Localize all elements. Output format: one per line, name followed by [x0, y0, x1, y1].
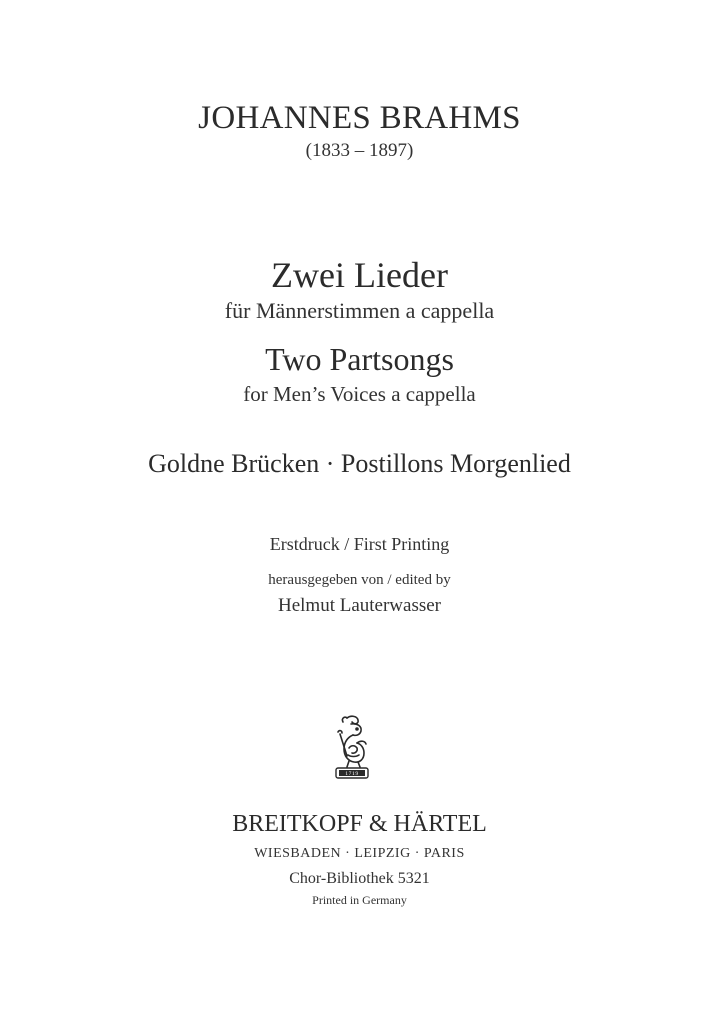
subtitle-english: for Men’s Voices a cappella	[243, 382, 476, 406]
title-german: Zwei Lieder	[271, 255, 448, 295]
series-number: Chor-Bibliothek 5321	[289, 870, 430, 887]
publisher-name: BREITKOPF & HÄRTEL	[232, 811, 487, 837]
logo-year: 1719	[345, 771, 359, 778]
song-titles: Goldne Brücken · Postillons Morgenlied	[148, 449, 571, 478]
composer-name: JOHANNES BRAHMS	[198, 100, 521, 136]
subtitle-german: für Männerstimmen a cappella	[224, 298, 495, 323]
title-english: Two Partsongs	[265, 341, 454, 377]
publisher-cities: WIESBADEN · LEIPZIG · PARIS	[254, 846, 465, 861]
editor-name: Helmut Lauterwasser	[277, 595, 442, 616]
edited-by-label: herausgegeben von / edited by	[268, 572, 451, 588]
composer-dates: (1833 – 1897)	[305, 140, 414, 161]
first-printing-note: Erstdruck / First Printing	[269, 534, 450, 554]
breitkopf-bear-logo-icon	[327, 714, 377, 784]
printed-in-note: Printed in Germany	[312, 893, 407, 907]
